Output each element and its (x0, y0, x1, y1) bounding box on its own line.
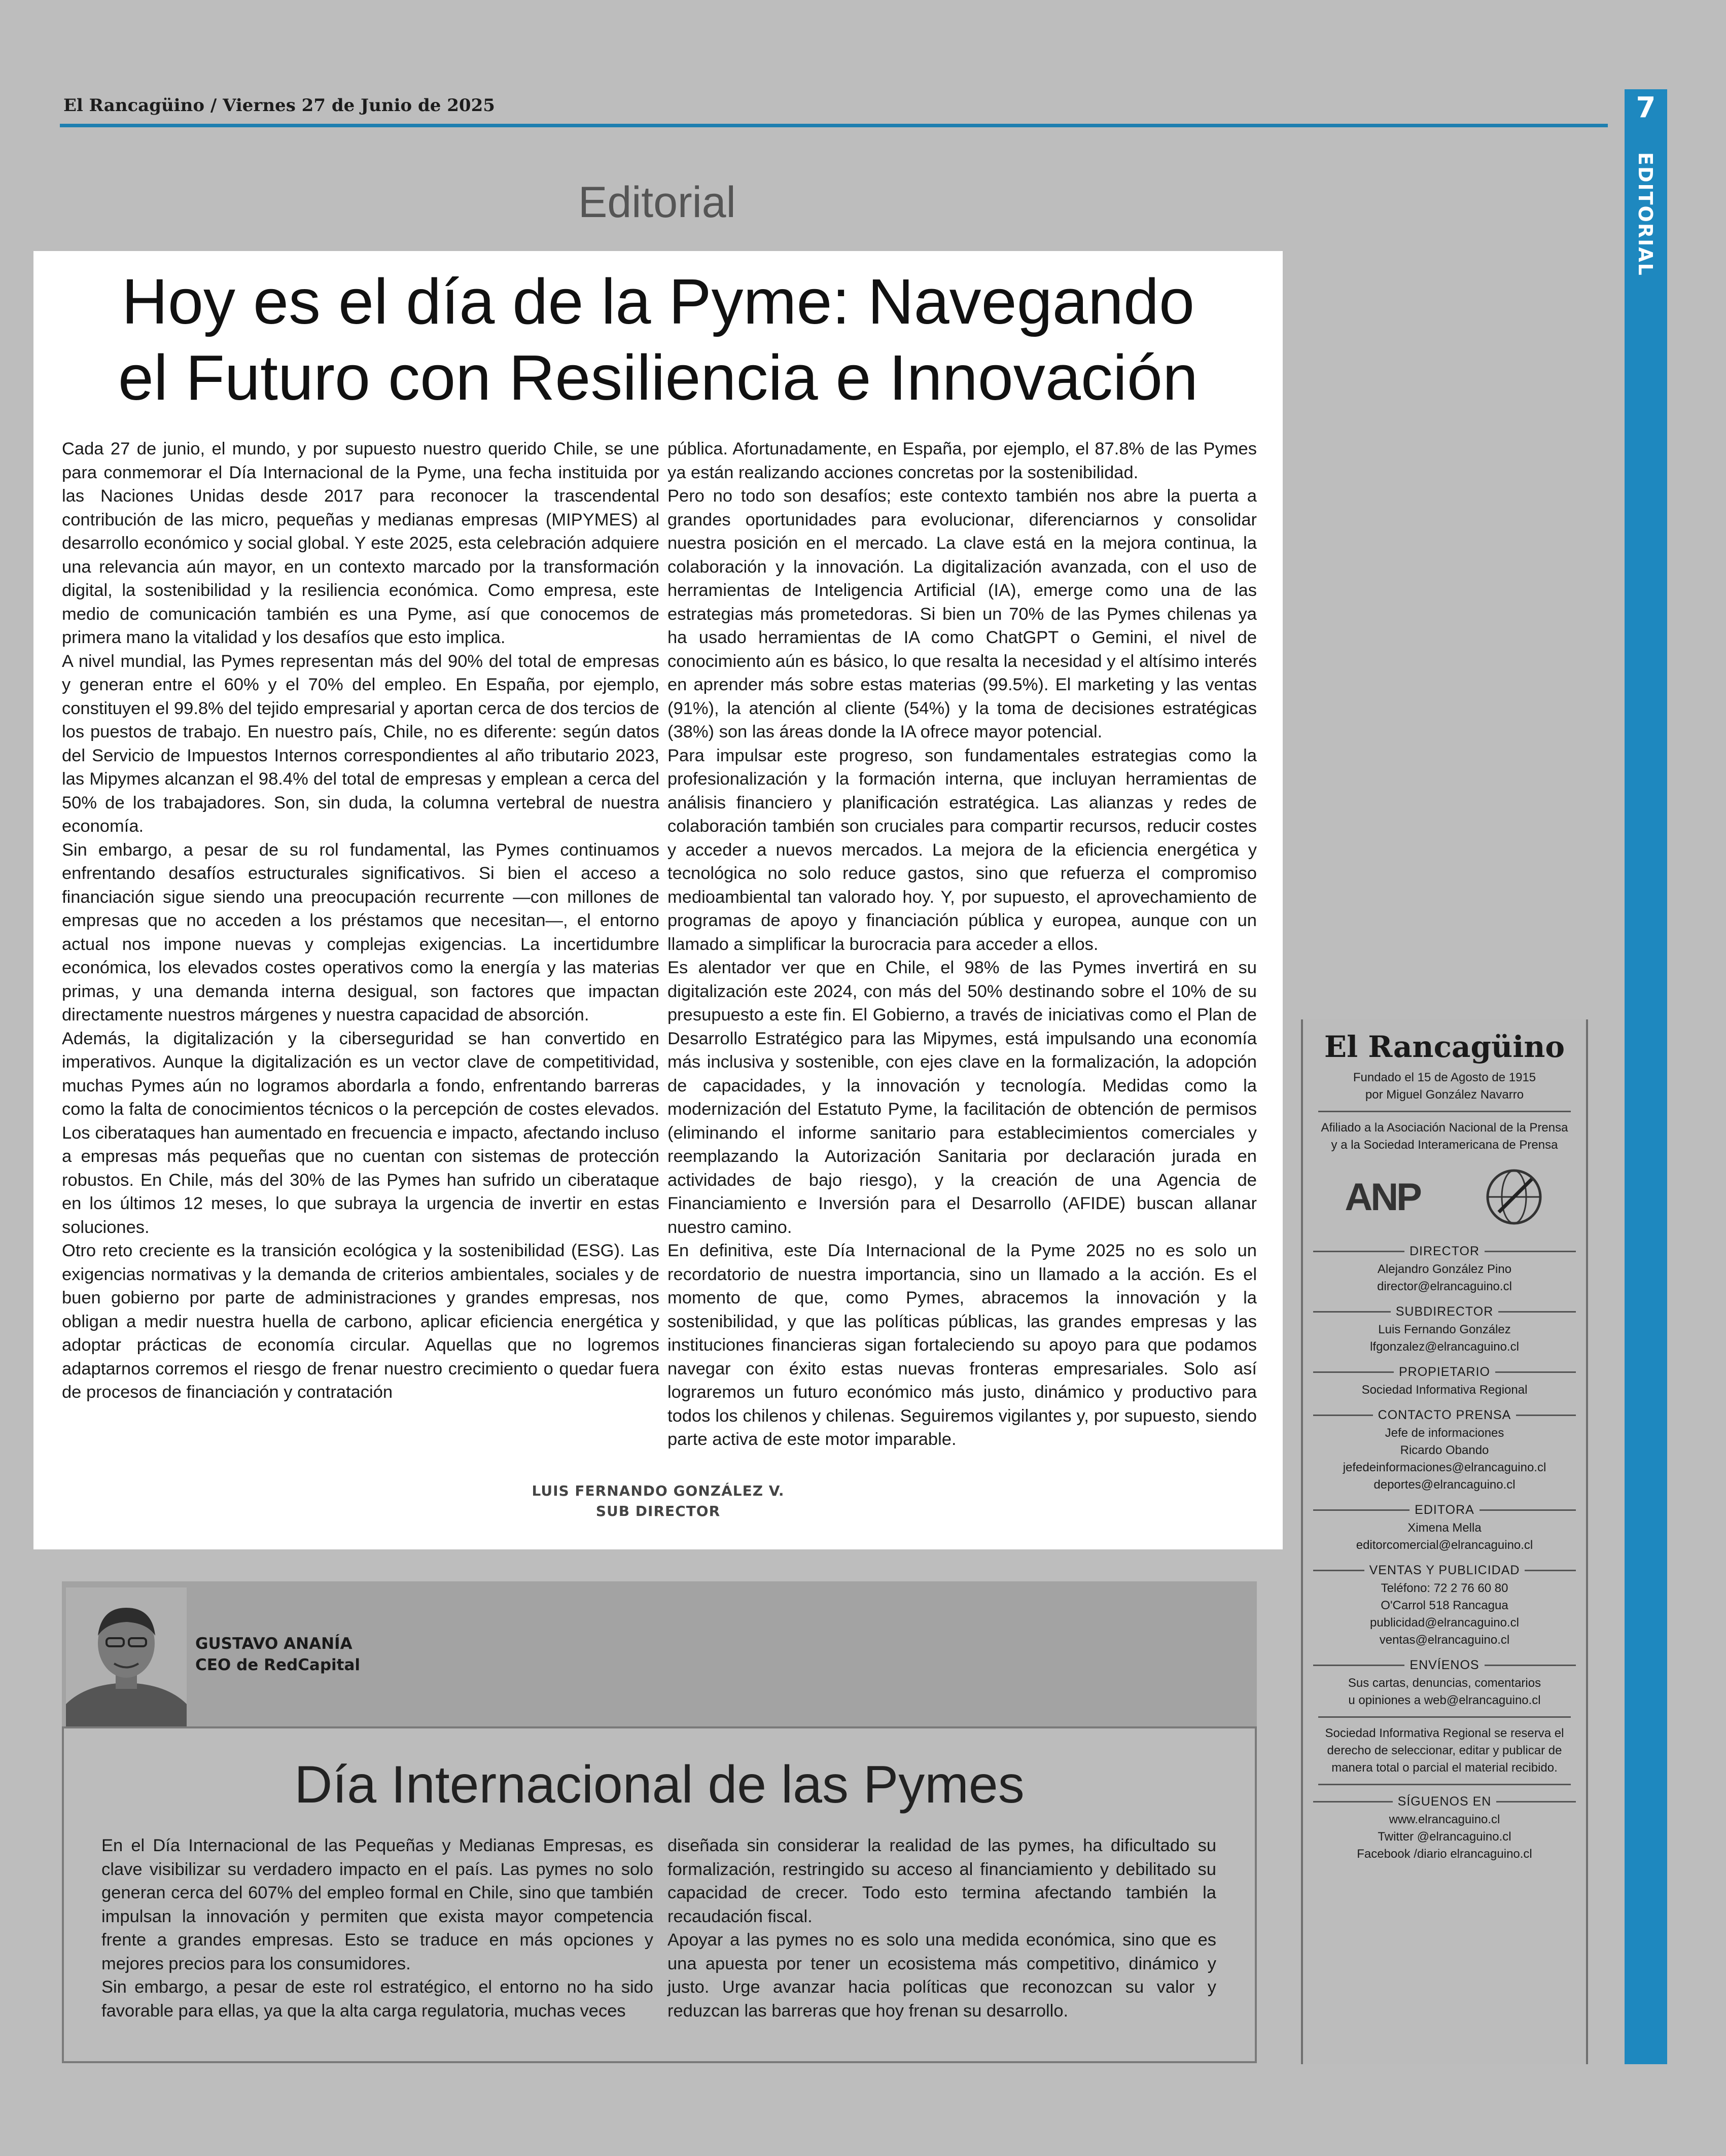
divider (1318, 1784, 1571, 1785)
facebook-link[interactable]: Facebook /diario elrancaguino.cl (1357, 1847, 1532, 1861)
masthead-press-contact: Jefe de informaciones Ricardo Obando jefedeinformaciones@elrancaguino.cl deportes@elrancaguino.cl (1343, 1426, 1546, 1492)
editorial-title: Hoy es el día de la Pyme: Navegando el Futuro con Resiliencia e Innovación (118, 266, 1199, 413)
paragraph: En el Día Internacional de las Pequeñas y Medianas Empresas, es clave visibilizar su verdadero impacto en el país. Las pymes no solo generan cerca del 607% del empleo formal en Chile, sino que también impulsan la innovación y permiten que exista mayor competencia frente a grandes empresas. Esto se traduce en más opciones y mejores precios para los consumidores. (101, 1836, 653, 1973)
header-rule (60, 124, 1608, 127)
masthead-heading: PROPIETARIO (1313, 1365, 1576, 1380)
masthead-sales: Teléfono: 72 2 76 60 80 O'Carrol 518 Rancagua publicidad@elrancaguino.cl ventas@elrancaguino.cl (1370, 1581, 1519, 1647)
paragraph: Cada 27 de junio, el mundo, y por supuesto nuestro querido Chile, se une para conmemorar el Día Internacional de la Pyme, una fecha instituida por las Naciones Unidas desde 2017 para reconocer la trascendental contribución de las micro, pequeñas y medianas empresas (MIPYMES) al desarrollo económico y social global. Y este 2025, esta celebración adquiere una relevancia aún mayor, en un contexto marcado por la transformación digital, la sostenibilidad y la resiliencia económica. Como empresa, este medio de comunicación también es una Pyme, así que conocemos de primera mano la vitalidad y los desafíos que esto implica. (62, 439, 659, 647)
affiliation-logos (1313, 1159, 1576, 1235)
masthead-name: El Rancagüino (1324, 1030, 1565, 1064)
signature-role: SUB DIRECTOR (595, 1503, 721, 1519)
masthead-heading: ENVÍENOS (1313, 1658, 1576, 1673)
divider (1318, 1111, 1571, 1112)
opinion-column-2 (667, 1834, 1216, 2023)
masthead-heading: SUBDIRECTOR (1313, 1304, 1576, 1319)
website-link[interactable]: www.elrancaguino.cl (1389, 1813, 1500, 1826)
masthead-editor: Ximena Mella editorcomercial@elrancaguino.cl (1356, 1521, 1533, 1552)
masthead-subdirector: Luis Fernando González lfgonzalez@elrancaguino.cl (1370, 1323, 1519, 1354)
paragraph: pública. Afortunadamente, en España, por ejemplo, el 87.8% de las Pymes ya están realizando acciones concretas por la sostenibilidad. (667, 439, 1257, 482)
section-band (1625, 89, 1667, 2064)
paragraph: Sin embargo, a pesar de su rol fundamental, las Pymes continuamos enfrentando desafíos estructurales significativos. Si bien el acceso a financiación sigue siendo una preocupación recurrente —con millones de empresas que no acceden a los préstamos que necesitan—, el entorno actual nos impone nuevas y complejas exigencias. La incertidumbre económica, los elevados costes operativos como la energía y las materias primas, y una demanda interna desigual, son factores que impactan directamente nuestros márgenes y nuestra capacidad de absorción. (62, 840, 659, 1024)
divider (1318, 1716, 1571, 1718)
masthead-director: Alejandro González Pino director@elrancaguino.cl (1377, 1262, 1512, 1293)
paragraph: Para impulsar este progreso, son fundamentales estrategias como la profesionalización y la formación interna, que incluyan herramientas de análisis financiero y planificación estratégica. Las alianzas y redes de colaboración también son cruciales para compartir recursos, reducir costes y acceder a nuevos mercados. La mejora de la eficiencia energética y tecnológica no solo reduce gastos, sino que refuerza el compromiso medioambiental tan valorado hoy. Y, por supuesto, el aprovechamiento de programas de apoyo y financiación pública y europea, aunque con un llamado a simplificar la burocracia para acceder a ellos. (667, 746, 1257, 954)
signature-name: LUIS FERNANDO GONZÁLEZ V. (532, 1482, 785, 1499)
twitter-link[interactable]: Twitter @elrancaguino.cl (1378, 1830, 1511, 1844)
masthead-send: Sus cartas, denuncias, comentarios u opiniones a web@elrancaguino.cl (1348, 1676, 1541, 1707)
paragraph: Es alentador ver que en Chile, el 98% de las Pymes invertirá en su digitalización este 2024, con más del 50% destinando sobre el 10% de su presupuesto a este fin. El Gobierno, a través de iniciativas como el Plan de Desarrollo Estratégico para las Mipymes, está impulsando una economía más inclusiva y sostenible, con ejes clave en la formalización, la adopción de capacidades, y la innovación y tecnología. Medidas como la modernización del Estatuto Pyme, la facilitación de obtención de permisos (eliminando el informe sanitario para establecimientos comerciales y reemplazando la Autorización Sanitaria por declaración jurada en actividades de bajo riesgo), y la creación de una Agencia de Financiamiento e Inversión para el Desarrollo (AFIDE) buscan allanar nuestro camino. (667, 958, 1257, 1237)
anp-logo: ANP (1345, 1175, 1420, 1219)
paragraph: Otro reto creciente es la transición ecológica y la sostenibilidad (ESG). Las exigencias normativas y la demanda de criterios ambientales, sociales y de buen gobierno por parte de administraciones y grandes empresas, nos obligan a medir nuestra huella de carbono, aplicar eficiencia energética y adoptar prácticas de economía circular. Aquellas que no logremos adaptarnos corremos el riesgo de frenar nuestro crecimiento o quedar fuera de procesos de financiación y contratación (62, 1241, 659, 1402)
masthead-affiliation: Afiliado a la Asociación Nacional de la Prensa y a la Sociedad Interamericana de Prensa (1321, 1121, 1568, 1152)
issue-date: Viernes 27 de Junio de 2025 (223, 95, 495, 116)
paragraph: Pero no todo son desafíos; este contexto también nos abre la puerta a grandes oportunidades para evolucionar, diferenciarnos y consolidar nuestra posición en el mercado. La clave está en la mejora continua, la colaboración y la innovación. La digitalización avanzada, con el uso de herramientas de Inteligencia Artificial (IA), emerge como una de las estrategias más prometedoras. Si bien un 70% de las Pymes chilenas ya ha usado herramientas de IA como ChatGPT o Gemini, el nivel de conocimiento aún es básico, lo que resalta la necesidad y el altísimo interés en aprender más sobre estas materias (99.5%). El marketing y las ventas (91%), la atención al cliente (54%) y la toma de decisiones estratégicas (38%) son las áreas donde la IA ofrece mayor potencial. (667, 486, 1257, 741)
sip-globe-icon (1484, 1167, 1544, 1227)
paragraph: Apoyar a las pymes no es solo una medida económica, sino que es una apuesta por tener un ecosistema más competitivo, dinámico y justo. Urge avanzar hacia políticas que reconozcan su valor y reduzcan las barreras que hoy frenan su desarrollo. (667, 1930, 1216, 2021)
author-name: GUSTAVO ANANÍA (195, 1635, 353, 1653)
page-number: 7 (1636, 91, 1656, 124)
opinion-column-1 (101, 1834, 653, 2023)
masthead-follow (1303, 1811, 1586, 1863)
editorial-column-2 (667, 437, 1257, 1452)
masthead-founded: Fundado el 15 de Agosto de 1915 por Miguel González Navarro (1353, 1071, 1536, 1102)
masthead-owner: Sociedad Informativa Regional (1361, 1383, 1528, 1397)
paragraph: En definitiva, este Día Internacional de la Pyme 2025 no es solo un recordatorio de nuestra importancia, sino un llamado a la acción. Es el momento de que, como Pymes, abracemos la innovación y la sostenibilidad, y que las políticas públicas, las grandes empresas y las instituciones financieras sigan fortaleciendo su apoyo para que podamos navegar con éxito estas nuevas fronteras empresariales. Solo así lograremos un futuro económico más justo, dinámico y productivo para todos los chilenos y chilenas. Seguiremos vigilantes y, por supuesto, siendo parte activa de este motor imparable. (667, 1241, 1257, 1449)
masthead-heading: VENTAS Y PUBLICIDAD (1313, 1563, 1576, 1578)
masthead-heading: DIRECTOR (1313, 1244, 1576, 1259)
opinion-title: Día Internacional de las Pymes (294, 1755, 1025, 1814)
author-role: CEO de RedCapital (195, 1656, 361, 1674)
paragraph: A nivel mundial, las Pymes representan más del 90% del total de empresas y generan entre el 60% y el 70% del empleo. En España, por ejemplo, constituyen el 99.8% del tejido empresarial y aportan cerca de dos tercios de los puestos de trabajo. En nuestro país, Chile, no es diferente: según datos del Servicio de Impuestos Internos correspondientes al año tributario 2023, las Mipymes alcanzan el 98.4% del total de empresas y emplean a cerca del 50% de los trabajadores. Son, sin duda, la columna vertebral de nuestra economía. (62, 651, 659, 836)
editorial-signature (0, 1481, 1316, 1522)
paper-name: El Rancagüino (63, 95, 204, 116)
author-byline (195, 1633, 360, 1676)
masthead-rights: Sociedad Informativa Regional se reserva el derecho de seleccionar, editar y publicar de manera total o parcial el material recibido. (1325, 1726, 1564, 1775)
paragraph: Sin embargo, a pesar de este rol estratégico, el entorno no ha sido favorable para ellas, ya que la alta carga regulatoria, muchas veces (101, 1977, 653, 2021)
masthead-heading: CONTACTO PRENSA (1313, 1408, 1576, 1423)
masthead-heading: SÍGUENOS EN (1313, 1794, 1576, 1809)
masthead (1303, 1019, 1586, 1863)
page-header: El Rancagüino / Viernes 27 de Junio de 2025 (63, 95, 495, 116)
section-vertical-label: EDITORIAL (1634, 152, 1657, 276)
section-title: Editorial (578, 178, 736, 227)
paragraph: Además, la digitalización y la ciberseguridad se han convertido en imperativos. Aunque la digitalización es un vector clave de competitividad, muchas Pymes aún no logramos abordarla a fondo, enfrentando barreras como la falta de conocimientos técnicos o la percepción de costes elevados. Los ciberataques han aumentado en frecuencia e impacto, afectando incluso a empresas más pequeñas que no cuentan con sistemas de protección robustos. En Chile, más del 30% de las Pymes han sufrido un ciberataque en los últimos 12 meses, lo que subraya la urgencia de invertir en estas soluciones. (62, 1029, 659, 1237)
masthead-heading: EDITORA (1313, 1503, 1576, 1517)
editorial-column-1 (62, 437, 659, 1404)
paragraph: diseñada sin considerar la realidad de las pymes, ha dificultado su formalización, restringido su acceso al financiamiento y debilitado su capacidad de crecer. Todo esto termina afectando también la recaudación fiscal. (667, 1836, 1216, 1926)
author-photo (66, 1587, 187, 1728)
